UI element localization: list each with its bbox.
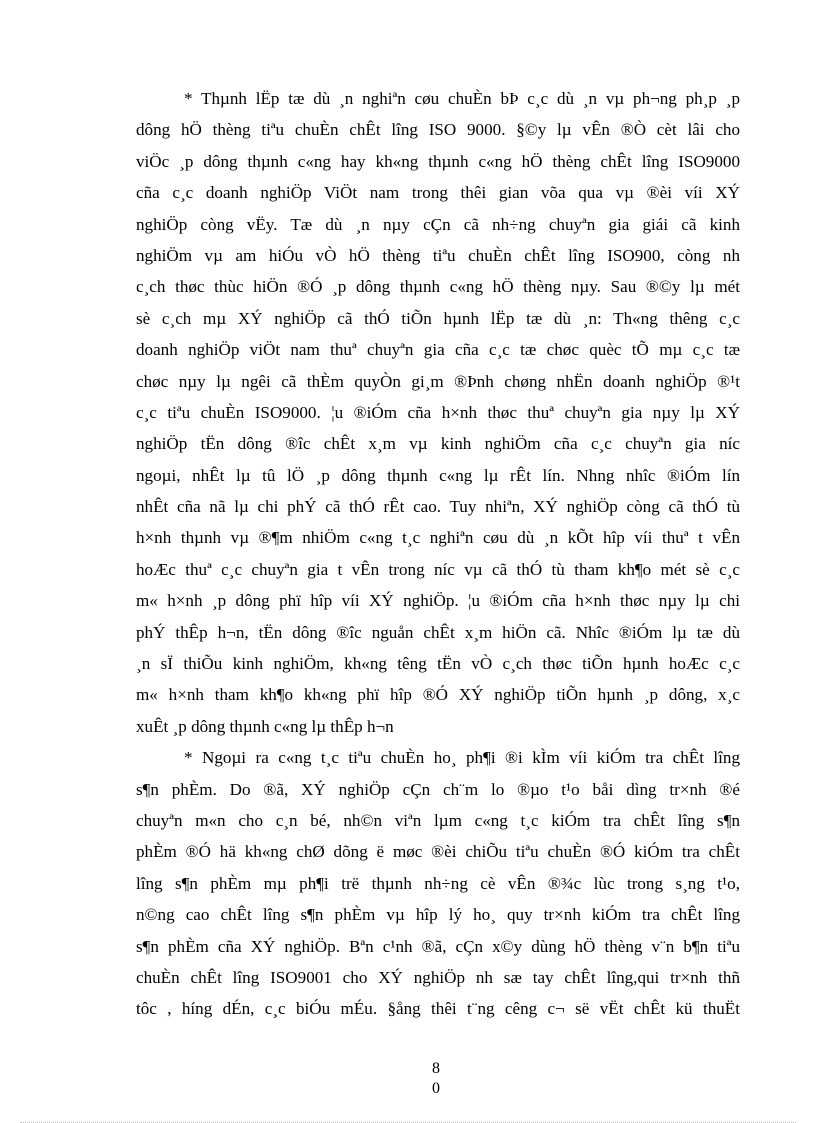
page-number-line-2: 0 xyxy=(432,1080,440,1097)
text-line: lîng s¶n phÈm mµ ph¶i trë thµnh nh÷ng cè vÊn ®¾c lùc trong s¸ng t¹o, xyxy=(136,873,740,893)
text-line: tôc , híng dÉn, c¸c biÓu mÉu. §ång thêi t¨ng cêng c¬ së vËt chÊt kü thuËt xyxy=(136,999,740,1019)
paragraph-1 xyxy=(136,83,740,742)
text-line: phÈm ®Ó hä kh«ng chØ dõng ë møc ®èi chiÕu tiªu chuÈn ®Ó kiÓm tra chÊt xyxy=(136,842,740,862)
text-line: xuÊt ¸p dông thµnh c«ng lµ thÊp h¬n xyxy=(136,716,394,736)
text-line: c¸ch thøc thùc hiÖn ®Ó ¸p dông thµnh c«ng hÖ thèng nµy. Sau ®©y lµ mét xyxy=(136,277,740,297)
text-line: ¸n sÏ thiÕu kinh nghiÖm, kh«ng têng tËn vÒ c¸ch thøc tiÕn hµnh hoÆc c¸c xyxy=(136,654,740,674)
document-page xyxy=(136,83,740,1025)
text-line: chuÈn chÊt lîng ISO9001 cho XÝ nghiÖp nh sæ tay chÊt lîng,qui tr×nh thñ xyxy=(136,967,740,987)
text-line: nghiÖp tËn dông ®îc chÊt x¸m vµ kinh nghiÖm cña c¸c chuyªn gia níc xyxy=(136,434,740,454)
text-line: chuyªn m«n cho c¸n bé, nh©n viªn lµm c«ng t¸c kiÓm tra chÊt lîng s¶n xyxy=(136,810,740,830)
paragraph-2 xyxy=(136,742,740,1025)
text-line: s¶n phÈm. Do ®ã, XÝ nghiÖp cÇn ch¨m lo ®µo t¹o båi dìng tr×nh ®é xyxy=(136,779,740,799)
page-number-line-1: 8 xyxy=(432,1060,440,1077)
text-line: doanh nghiÖp viÖt nam thuª chuyªn gia cña c¸c tæ chøc quèc tÕ mµ c¸c tæ xyxy=(136,340,740,360)
text-line: c¸c tiªu chuÈn ISO9000. ¦u ®iÓm cña h×nh thøc thuª chuyªn gia nµy lµ XÝ xyxy=(136,402,740,422)
text-line: n©ng cao chÊt lîng s¶n phÈm vµ hîp lý ho¸ quy tr×nh kiÓm tra chÊt lîng xyxy=(136,905,740,925)
text-line: hoÆc thuª c¸c chuyªn gia t vÊn trong níc vµ cã thÓ tù tham kh¶o mét sè c¸c xyxy=(136,559,740,579)
text-line: m« h×nh tham kh¶o kh«ng phï hîp ®Ó XÝ nghiÖp tiÕn hµnh ¸p dông, x¸c xyxy=(136,685,740,705)
text-line: m« h×nh ¸p dông phï hîp víi XÝ nghiÖp. ¦u ®iÓm cña h×nh thøc nµy lµ chi xyxy=(136,591,740,611)
text-line: viÖc ¸p dông thµnh c«ng hay kh«ng thµnh c«ng hÖ thèng chÊt lîng ISO9000 xyxy=(136,151,740,171)
text-line: h×nh thµnh vµ ®¶m nhiÖm c«ng t¸c nghiªn cøu dù ¸n kÕt hîp víi thuª t vÊn xyxy=(136,528,740,548)
text-line: cña c¸c doanh nghiÖp ViÖt nam trong thêi gian võa qua vµ ®èi víi XÝ xyxy=(136,183,740,203)
text-line: sè c¸ch mµ XÝ nghiÖp cã thÓ tiÕn hµnh lËp tæ dù ¸n: Th«ng thêng c¸c xyxy=(136,308,740,328)
text-line: chøc nµy lµ ngêi cã thÈm quyÒn gi¸m ®Þnh chøng nhËn doanh nghiÖp ®¹t xyxy=(136,371,740,391)
text-line: nhÊt cña nã lµ chi phÝ cã thÓ rÊt cao. Tuy nhiªn, XÝ nghiÖp còng cã thÓ tù xyxy=(136,497,740,517)
text-line: s¶n phÈm cña XÝ nghiÖp. Bªn c¹nh ®ã, cÇn x©y dùng hÖ thèng v¨n b¶n tiªu xyxy=(136,936,740,956)
text-line: ngoµi, nhÊt lµ tû lÖ ¸p dông thµnh c«ng lµ rÊt lín. Nhng nhîc ®iÓm lín xyxy=(136,465,740,485)
text-line: * Thµnh lËp tæ dù ¸n nghiªn cøu chuÈn bÞ c¸c dù ¸n vµ ph¬ng ph¸p ¸p xyxy=(184,89,740,108)
text-line: phÝ thÊp h¬n, tËn dông ®îc nguån chÊt x¸m hiÖn cã. Nhîc ®iÓm lµ tæ dù xyxy=(136,622,740,642)
text-line: dông hÖ thèng tiªu chuÈn chÊt lîng ISO 9000. §©y lµ vÊn ®Ò cèt lâi cho xyxy=(136,120,740,140)
text-line: nghiÖm vµ am hiÓu vÒ hÖ thèng tiªu chuÈn chÊt lîng ISO900, còng nh xyxy=(136,245,740,265)
page-number xyxy=(0,1059,816,1099)
text-line: nghiÖp còng vËy. Tæ dù ¸n nµy cÇn cã nh÷ng chuyªn gia giái cã kinh xyxy=(136,214,740,234)
text-line: * Ngoµi ra c«ng t¸c tiªu chuÈn ho¸ ph¶i ®i kÌm víi kiÓm tra chÊt lîng xyxy=(184,748,740,768)
